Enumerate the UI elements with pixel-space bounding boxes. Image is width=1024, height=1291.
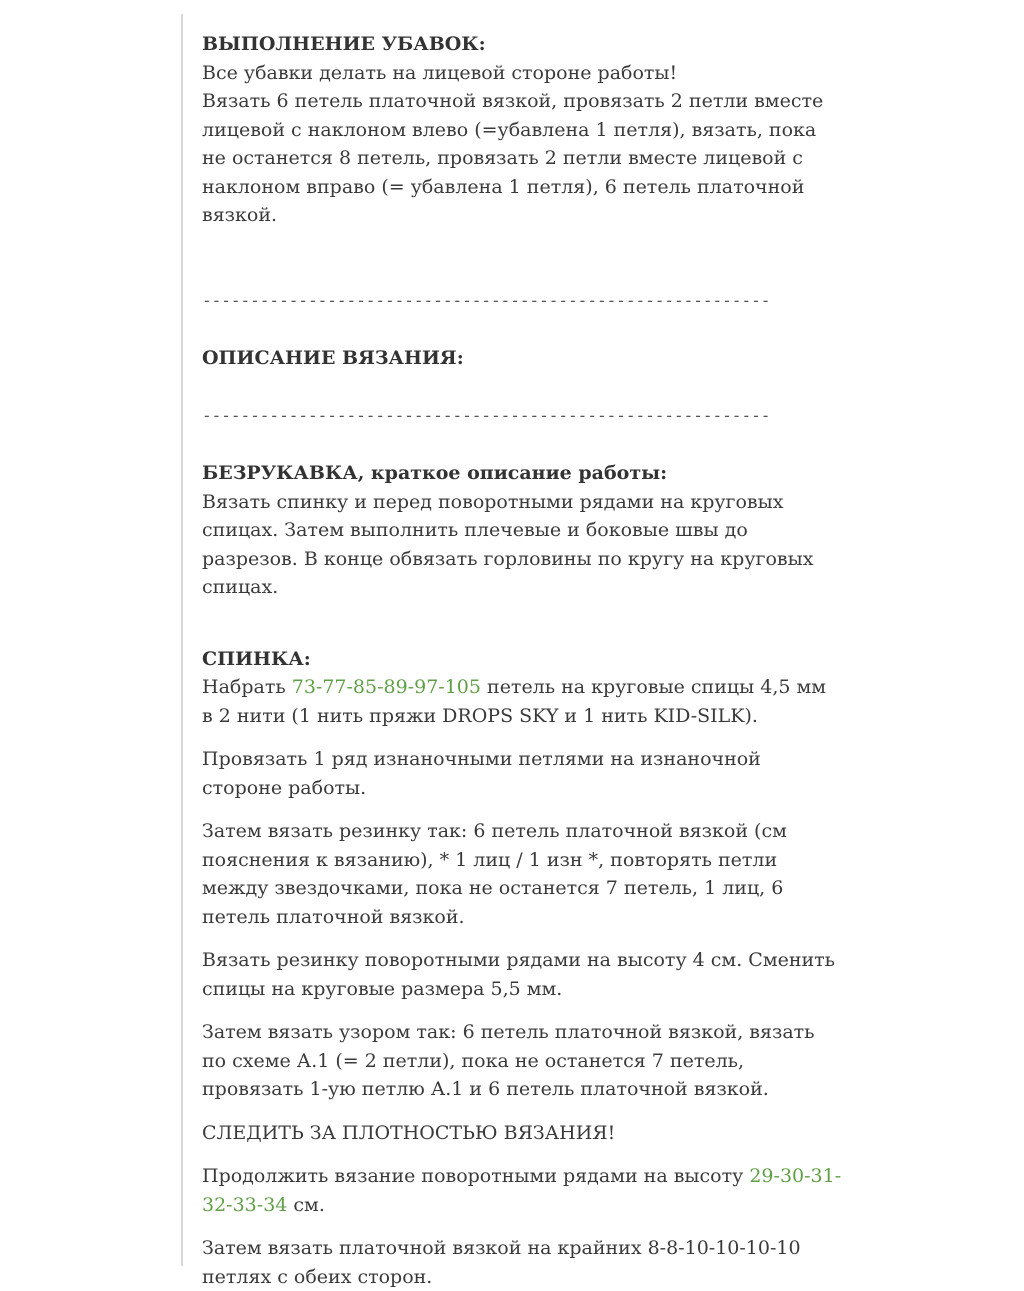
separator-2: -----------------------------------------------------------: [202, 405, 771, 425]
description-heading: ОПИСАНИЕ ВЯЗАНИЯ:: [202, 347, 464, 369]
vest-text: Вязать спинку и перед поворотными рядами на круговых спицах. Затем выполнить плечевые и боковые швы до разрезов. В конце обвязать горловины по кругу на круговых спицах.: [202, 490, 814, 598]
height-numbers: 29-30-31-32-33-34: [202, 1165, 842, 1216]
separator-1: -----------------------------------------------------------: [202, 290, 771, 310]
back-paragraph-2: Провязать 1 ряд изнаночными петлями на изнаночной стороне работы.: [202, 748, 761, 799]
back-paragraph-5: Затем вязать узором так: 6 петель платочной вязкой, вязать по схеме А.1 (= 2 петли), пока не останется 7 петель, провязать 1-ую петлю А.1 и 6 петель платочной вязкой.: [202, 1021, 815, 1100]
article-body: [202, 30, 842, 1291]
back-paragraph-4: Вязать резинку поворотными рядами на высоту 4 см. Сменить спицы на круговые размера 5,5 мм.: [202, 949, 836, 1000]
back-p1-before: Набрать: [202, 676, 292, 698]
back-p1-after: петель на круговые спицы 4,5 мм в 2 нити (1 нить пряжи DROPS SKY и 1 нить KID-SILK).: [202, 676, 827, 727]
back-paragraph-7: [202, 1162, 842, 1219]
back-paragraph-3: Затем вязать резинку так: 6 петель платочной вязкой (см пояснения к вязанию), * 1 лиц / 1 изн *, повторять петли между звездочками, пока не останется 7 петель, 1 лиц, 6 петель платочной вязкой.: [202, 820, 787, 928]
stitch-count-numbers: 73-77-85-89-97-105: [291, 676, 481, 698]
back-p7-after: см.: [287, 1193, 325, 1216]
back-p7-before: Продолжить вязание поворотными рядами на высоту: [202, 1165, 750, 1187]
left-border-rule: [181, 14, 183, 1266]
back-heading: СПИНКА:: [202, 647, 311, 670]
decreases-line-2: Вязать 6 петель платочной вязкой, провязать 2 петли вместе лицевой с наклоном влево (=убавлена 1 петля), вязать, пока не останется 8 петель, провязать 2 петли вместе лицевой с наклоном вправо (= убавлена 1 петля), 6 петель платочной вязкой.: [202, 90, 824, 226]
back-paragraph-1: [202, 673, 842, 730]
back-paragraph-8: Затем вязать платочной вязкой на крайних 8-8-10-10-10-10 петлях с обеих сторон.: [202, 1237, 801, 1288]
decreases-heading: ВЫПОЛНЕНИЕ УБАВОК:: [202, 33, 486, 55]
back-paragraph-6: СЛЕДИТЬ ЗА ПЛОТНОСТЬЮ ВЯЗАНИЯ!: [202, 1121, 616, 1144]
vest-heading: БЕЗРУКАВКА, краткое описание работы:: [202, 462, 668, 484]
decreases-line-1: Все убавки делать на лицевой стороне работы!: [202, 61, 678, 84]
